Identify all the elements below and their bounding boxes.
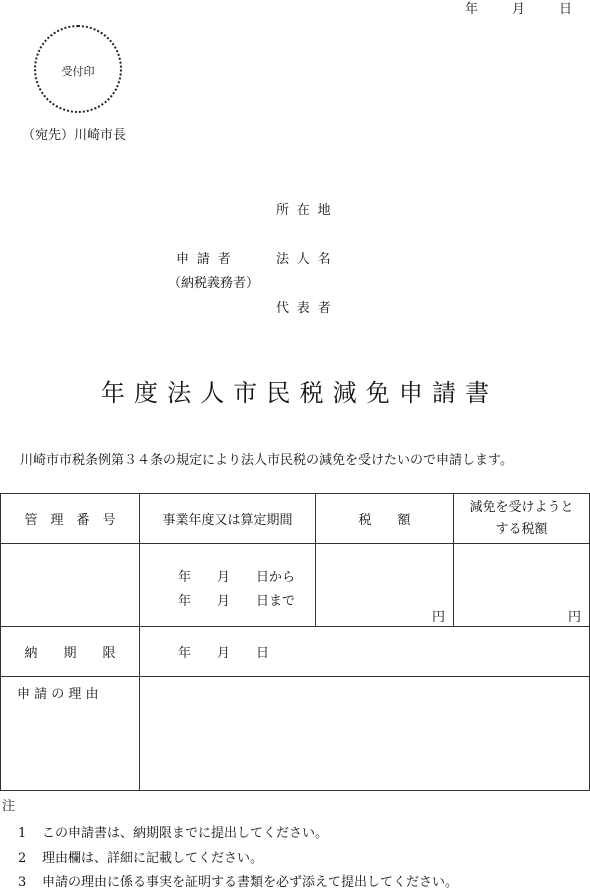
management-no-field[interactable] xyxy=(1,544,140,627)
deadline-label: 納 期 限 xyxy=(1,627,140,677)
representative-label: 代表者 xyxy=(276,301,339,316)
table-row xyxy=(1,544,590,627)
table-row xyxy=(1,677,590,791)
note-text: この申請書は、納期限までに提出してください。 xyxy=(42,826,329,841)
tax-amount-field[interactable] xyxy=(316,544,454,627)
management-no-header: 管 理 番 号 xyxy=(1,494,140,544)
tax-amount-yen: 円 xyxy=(431,610,445,625)
exempt-header-line2: する税額 xyxy=(495,521,548,537)
receipt-stamp-label: 受付印 xyxy=(61,65,95,78)
applicant-label: 申請者 xyxy=(176,252,239,267)
exempt-amount-header xyxy=(454,494,590,544)
note-item xyxy=(18,871,458,890)
reason-label: 申 請 の 理 由 xyxy=(17,687,99,702)
receipt-stamp xyxy=(34,25,122,113)
intro-text: 川崎市市税条例第３４条の規定により法人市民税の減免を受けたいので申請します。 xyxy=(20,453,513,468)
corp-name-label: 法人名 xyxy=(276,252,339,267)
exempt-header-line1: 減免を受けようと xyxy=(469,499,574,515)
date-year-label: 年 xyxy=(464,2,478,17)
application-table xyxy=(0,493,590,791)
note-text: 申請の理由に係る事実を証明する書類を必ず添えて提出してください。 xyxy=(42,875,459,890)
date-month-label: 月 xyxy=(511,2,525,17)
notes-heading: 注 xyxy=(2,799,16,814)
note-number: 1 xyxy=(18,826,27,841)
exempt-amount-yen: 円 xyxy=(567,610,581,625)
table-row xyxy=(1,627,590,677)
note-item xyxy=(18,822,328,841)
table-header-row xyxy=(1,494,590,544)
location-label: 所在地 xyxy=(276,203,339,218)
note-text: 理由欄は、詳細に記載してください。 xyxy=(42,851,264,866)
form-title: 年度法人市民税減免申請書 xyxy=(100,379,499,407)
deadline-field[interactable] xyxy=(140,627,590,677)
note-number: 3 xyxy=(18,875,27,890)
note-number: 2 xyxy=(18,851,27,866)
period-field[interactable] xyxy=(140,544,316,627)
reason-label-cell xyxy=(1,677,140,791)
taxpayer-label: （納税義務者） xyxy=(168,276,260,291)
deadline-value: 年 月 日 xyxy=(178,646,270,661)
period-header: 事業年度又は算定期間 xyxy=(140,494,316,544)
addressee: （宛先）川崎市長 xyxy=(22,128,127,143)
reason-field[interactable] xyxy=(140,677,590,791)
tax-amount-header: 税 額 xyxy=(316,494,454,544)
date-line xyxy=(465,0,572,17)
date-day-label: 日 xyxy=(558,2,572,17)
note-item xyxy=(18,847,263,866)
period-to: 年 月 日まで xyxy=(178,594,296,609)
period-from: 年 月 日から xyxy=(178,570,296,585)
exempt-amount-field[interactable] xyxy=(454,544,590,627)
